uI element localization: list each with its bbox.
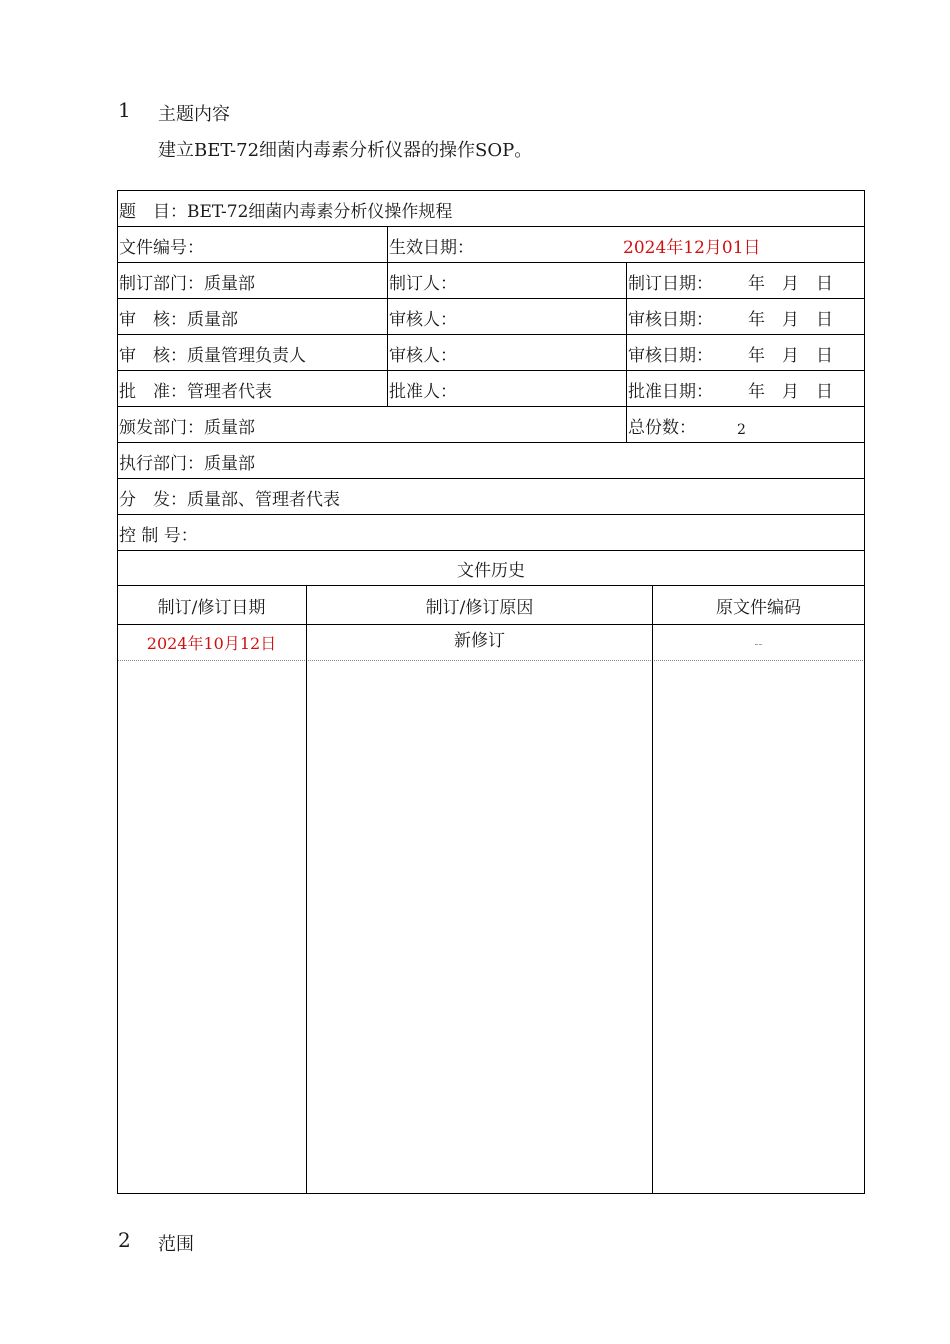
total-copies-label: 总份数： [628,418,696,438]
history-row-orig-code: -- [754,637,763,651]
history-title: 文件历史 [457,561,525,581]
review-date-value: 年 月 日 [748,310,833,330]
approval: 批 准：管理者代表 [119,382,272,402]
table-title: 题 目：BET-72细菌内毒素分析仪操作规程 [119,202,453,222]
history-header-reason: 制订/修订原因 [425,598,534,618]
total-copies-value: 2 [737,422,746,438]
section-2-number: 2 [118,1228,131,1252]
qa-reviewer-label: 审核人： [389,346,457,366]
reviewer-label: 审核人： [389,310,457,330]
doc-number-label: 文件编号： [119,238,204,258]
history-row-date: 2024年10月12日 [146,634,277,653]
exec-dept: 执行部门：质量部 [119,454,255,474]
review-date-label: 审核日期： [628,310,713,330]
section-1-body: 建立BET-72细菌内毒素分析仪器的操作SOP。 [158,140,533,161]
drafting-date-label: 制订日期： [628,274,713,294]
section-1-title: 主题内容 [158,104,230,125]
review-dept: 审 核：质量部 [119,310,238,330]
history-header-orig-code: 原文件编码 [716,598,801,618]
history-row-reason: 新修订 [454,631,505,651]
approver-label: 批准人： [389,382,457,402]
qa-review-date-value: 年 月 日 [748,346,833,366]
drafter-label: 制订人： [389,274,457,294]
section-1-number: 1 [118,98,131,122]
approval-date-label: 批准日期： [628,382,713,402]
drafting-dept: 制订部门：质量部 [119,274,255,294]
distribution: 分 发：质量部、管理者代表 [119,490,340,510]
effective-date-value: 2024年12月01日 [623,238,761,258]
issue-dept: 颁发部门：质量部 [119,418,255,438]
section-2-title: 范围 [158,1234,194,1255]
qa-review: 审 核：质量管理负责人 [119,346,306,366]
history-header-date: 制订/修订日期 [157,598,266,618]
approval-date-value: 年 月 日 [748,382,833,402]
control-number: 控 制 号： [119,526,198,546]
effective-date-label: 生效日期： [389,238,474,258]
document-control-table [117,190,865,1194]
qa-review-date-label: 审核日期： [628,346,713,366]
drafting-date-value: 年 月 日 [748,274,833,294]
